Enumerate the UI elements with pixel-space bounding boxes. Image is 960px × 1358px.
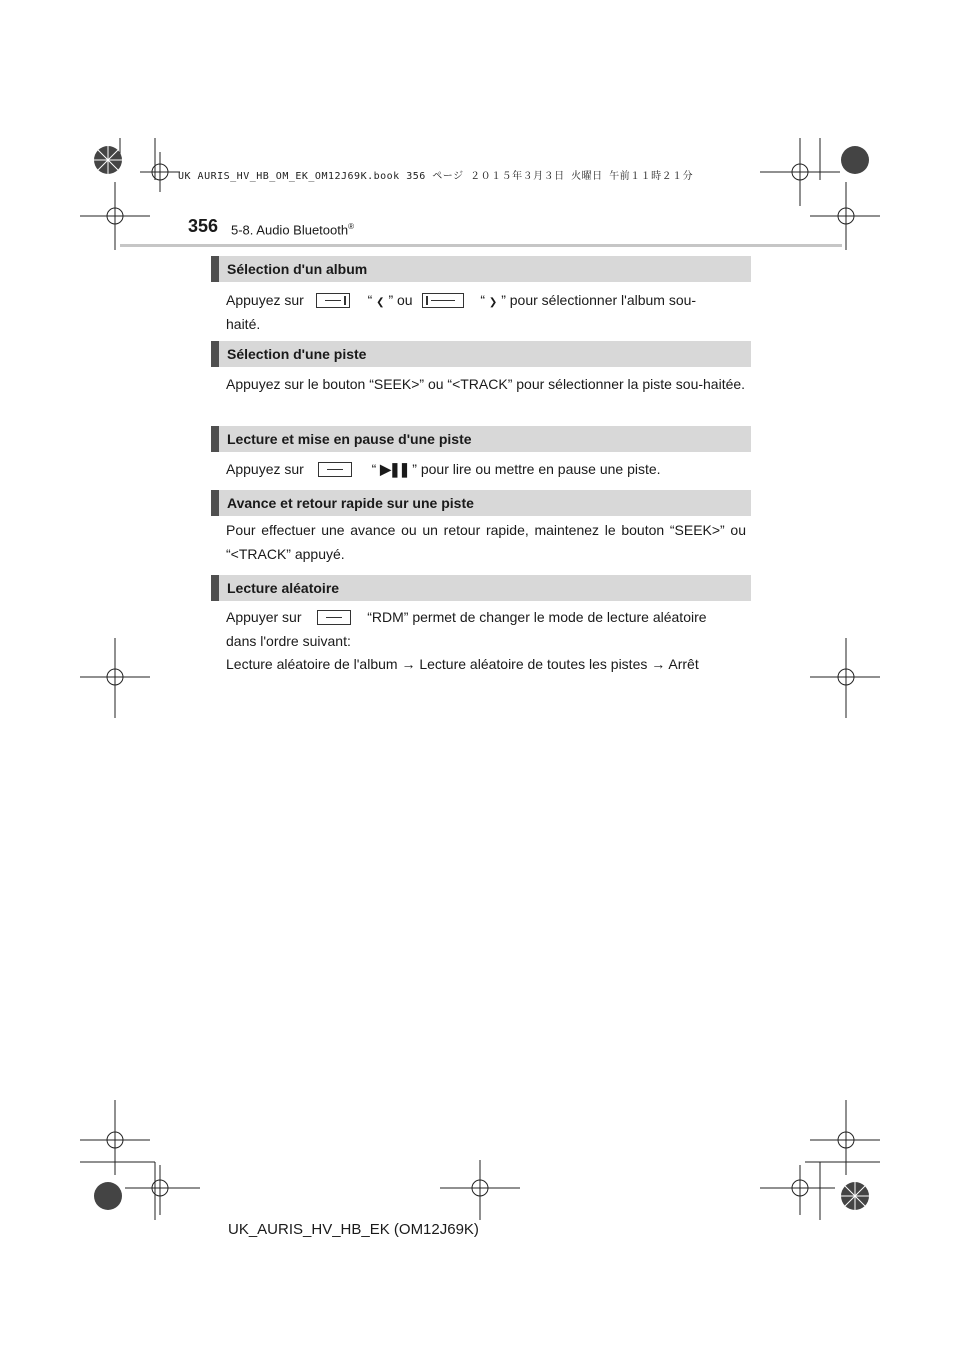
album-text-q2: ” ou [388, 292, 413, 308]
album-text-q3: “ [480, 292, 486, 308]
play-pause-icon: ▶❚❚ [380, 461, 409, 477]
button-graphic-icon [317, 610, 351, 625]
random-text-post: “RDM” permet de changer le mode de lecture aléatoire [367, 609, 707, 625]
heading-play-pause: Lecture et mise en pause d'une piste [211, 426, 751, 452]
heading-fast-forward: Avance et retour rapide sur une piste [211, 490, 751, 516]
play-text-q1: “ [371, 461, 377, 477]
random-line-1 [226, 605, 707, 629]
heading-random: Lecture aléatoire [211, 575, 751, 601]
random-line-3: Lecture aléatoire de l'album → Lecture aléatoire de toutes les pistes → Arrêt [226, 656, 699, 672]
footer-code: UK_AURIS_HV_HB_EK (OM12J69K) [228, 1221, 479, 1238]
album-text-post: ” pour sélectionner l'album sou- [501, 292, 697, 308]
play-text-post: ” pour lire ou mettre en pause une piste. [412, 461, 661, 477]
registered-mark: ® [348, 222, 354, 231]
play-text-pre: Appuyez sur [226, 461, 304, 477]
album-text-q1: “ [367, 292, 373, 308]
button-graphic-icon [316, 293, 350, 308]
button-graphic-icon [318, 462, 352, 477]
random-text-pre: Appuyer sur [226, 609, 302, 625]
chevron-right-icon: ❯ [488, 297, 498, 308]
album-text-pre: Appuyez sur [226, 292, 304, 308]
print-header: UK AURIS_HV_HB_OM_EK_OM12J69K.book 356 ページ ２０１５年３月３日 火曜日 午前１１時２１分 [178, 171, 694, 182]
album-line-1 [226, 288, 746, 315]
page-number: 356 [188, 216, 219, 236]
header-rule [120, 244, 842, 247]
heading-album: Sélection d'un album [211, 256, 751, 282]
heading-track: Sélection d'une piste [211, 341, 751, 367]
fast-forward-text: Pour effectuer une avance ou un retour rapide, maintenez le bouton “SEEK>” ou “<TRACK” appuyé. [226, 522, 746, 562]
play-pause-line [226, 457, 661, 481]
random-line-2: dans l'ordre suivant: [226, 633, 351, 649]
button-graphic-icon [422, 293, 464, 308]
section-title [231, 222, 354, 237]
track-text: Appuyez sur le bouton “SEEK>” ou “<TRACK” pour sélectionner la piste sou-haitée. [226, 376, 746, 392]
album-line-2: haité. [226, 316, 261, 332]
section-title-text: 5-8. Audio Bluetooth [231, 222, 349, 238]
chevron-left-icon: ❮ [376, 297, 385, 308]
